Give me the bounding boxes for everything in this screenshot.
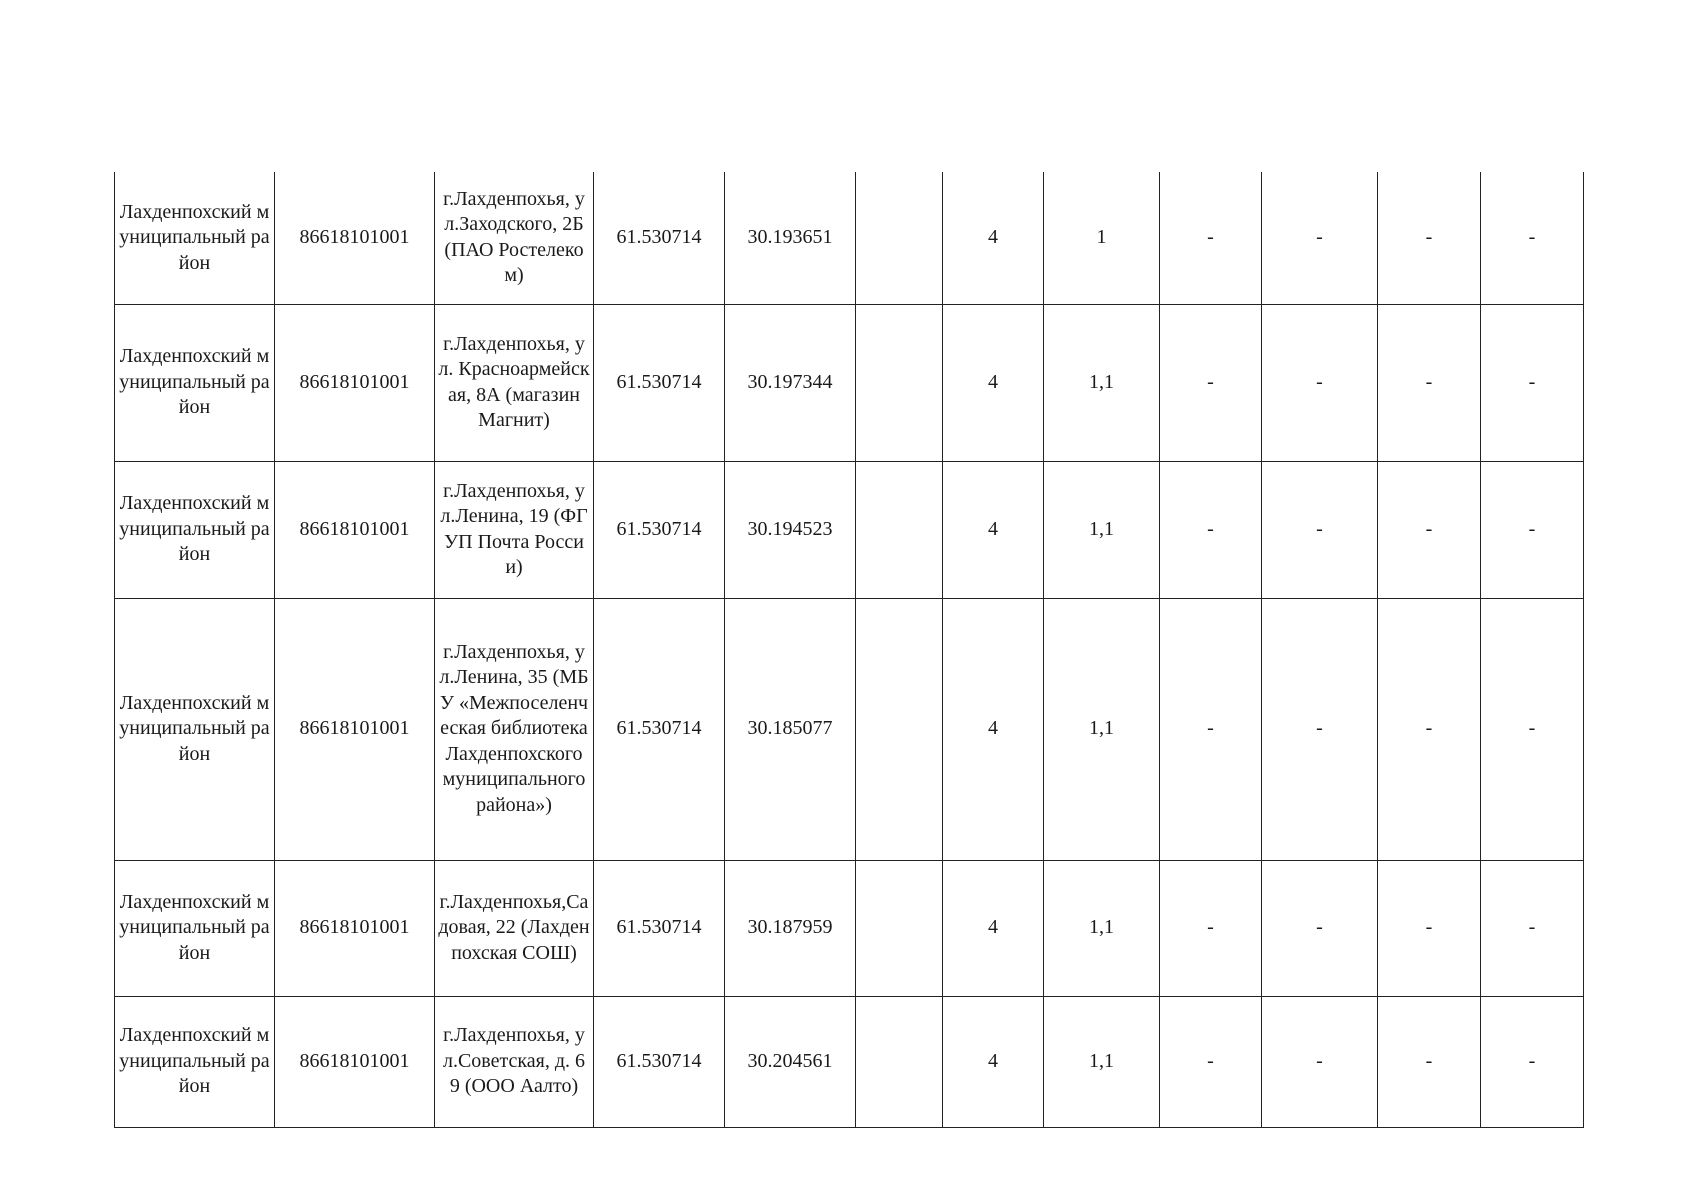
- dash-cell: -: [1160, 996, 1262, 1127]
- value-cell: 1,1: [1044, 996, 1160, 1127]
- oktmo-cell: 86618101001: [275, 304, 435, 461]
- table-row: [115, 461, 1584, 598]
- dash-cell: -: [1481, 304, 1584, 461]
- dash-cell: -: [1481, 461, 1584, 598]
- dash-cell: -: [1160, 172, 1262, 304]
- collection-points-table: [114, 172, 1584, 1128]
- latitude-cell: 61.530714: [594, 996, 725, 1127]
- oktmo-cell: 86618101001: [275, 996, 435, 1127]
- dash-cell: -: [1160, 598, 1262, 860]
- dash-cell: -: [1378, 172, 1481, 304]
- empty-cell: [856, 598, 943, 860]
- district-cell: Лахденпохский муниципальный район: [115, 304, 275, 461]
- dash-cell: -: [1262, 461, 1378, 598]
- dash-cell: -: [1262, 598, 1378, 860]
- latitude-cell: 61.530714: [594, 304, 725, 461]
- district-cell: Лахденпохский муниципальный район: [115, 996, 275, 1127]
- district-cell: Лахденпохский муниципальный район: [115, 461, 275, 598]
- latitude-cell: 61.530714: [594, 461, 725, 598]
- dash-cell: -: [1262, 996, 1378, 1127]
- address-cell: г.Лахденпохья, ул. Красноармейская, 8А (магазин Магнит): [435, 304, 594, 461]
- empty-cell: [856, 304, 943, 461]
- oktmo-cell: 86618101001: [275, 598, 435, 860]
- table-row: [115, 860, 1584, 996]
- address-cell: г.Лахденпохья, ул.Советская, д. 69 (ООО Аалто): [435, 996, 594, 1127]
- value-cell: 1,1: [1044, 461, 1160, 598]
- longitude-cell: 30.194523: [725, 461, 856, 598]
- dash-cell: -: [1262, 304, 1378, 461]
- longitude-cell: 30.204561: [725, 996, 856, 1127]
- empty-cell: [856, 860, 943, 996]
- dash-cell: -: [1378, 996, 1481, 1127]
- value-cell: 1,1: [1044, 304, 1160, 461]
- district-cell: Лахденпохский муниципальный район: [115, 598, 275, 860]
- dash-cell: -: [1262, 860, 1378, 996]
- latitude-cell: 61.530714: [594, 172, 725, 304]
- oktmo-cell: 86618101001: [275, 860, 435, 996]
- dash-cell: -: [1378, 461, 1481, 598]
- empty-cell: [856, 996, 943, 1127]
- value-cell: 1,1: [1044, 598, 1160, 860]
- value-cell: 4: [943, 996, 1044, 1127]
- longitude-cell: 30.187959: [725, 860, 856, 996]
- value-cell: 4: [943, 304, 1044, 461]
- address-cell: г.Лахденпохья,Садовая, 22 (Лахденпохская СОШ): [435, 860, 594, 996]
- dash-cell: -: [1262, 172, 1378, 304]
- table-row: [115, 996, 1584, 1127]
- longitude-cell: 30.197344: [725, 304, 856, 461]
- table-row: [115, 172, 1584, 304]
- table-row: [115, 598, 1584, 860]
- dash-cell: -: [1481, 860, 1584, 996]
- dash-cell: -: [1378, 304, 1481, 461]
- dash-cell: -: [1481, 996, 1584, 1127]
- latitude-cell: 61.530714: [594, 860, 725, 996]
- table-row: [115, 304, 1584, 461]
- dash-cell: -: [1160, 461, 1262, 598]
- value-cell: 1,1: [1044, 860, 1160, 996]
- longitude-cell: 30.185077: [725, 598, 856, 860]
- value-cell: 4: [943, 461, 1044, 598]
- oktmo-cell: 86618101001: [275, 172, 435, 304]
- address-cell: г.Лахденпохья, ул.Ленина, 35 (МБУ «Межпоселенческая библиотека Лахденпохского муниципального района»): [435, 598, 594, 860]
- value-cell: 4: [943, 598, 1044, 860]
- longitude-cell: 30.193651: [725, 172, 856, 304]
- dash-cell: -: [1160, 304, 1262, 461]
- value-cell: 4: [943, 860, 1044, 996]
- district-cell: Лахденпохский муниципальный район: [115, 172, 275, 304]
- table-body: [115, 172, 1584, 1127]
- document-page: [114, 172, 1584, 1128]
- value-cell: 4: [943, 172, 1044, 304]
- latitude-cell: 61.530714: [594, 598, 725, 860]
- dash-cell: -: [1481, 598, 1584, 860]
- dash-cell: -: [1481, 172, 1584, 304]
- address-cell: г.Лахденпохья, ул.Заходского, 2Б (ПАО Ростелеком): [435, 172, 594, 304]
- address-cell: г.Лахденпохья, ул.Ленина, 19 (ФГУП Почта России): [435, 461, 594, 598]
- dash-cell: -: [1160, 860, 1262, 996]
- oktmo-cell: 86618101001: [275, 461, 435, 598]
- dash-cell: -: [1378, 860, 1481, 996]
- district-cell: Лахденпохский муниципальный район: [115, 860, 275, 996]
- empty-cell: [856, 461, 943, 598]
- empty-cell: [856, 172, 943, 304]
- dash-cell: -: [1378, 598, 1481, 860]
- value-cell: 1: [1044, 172, 1160, 304]
